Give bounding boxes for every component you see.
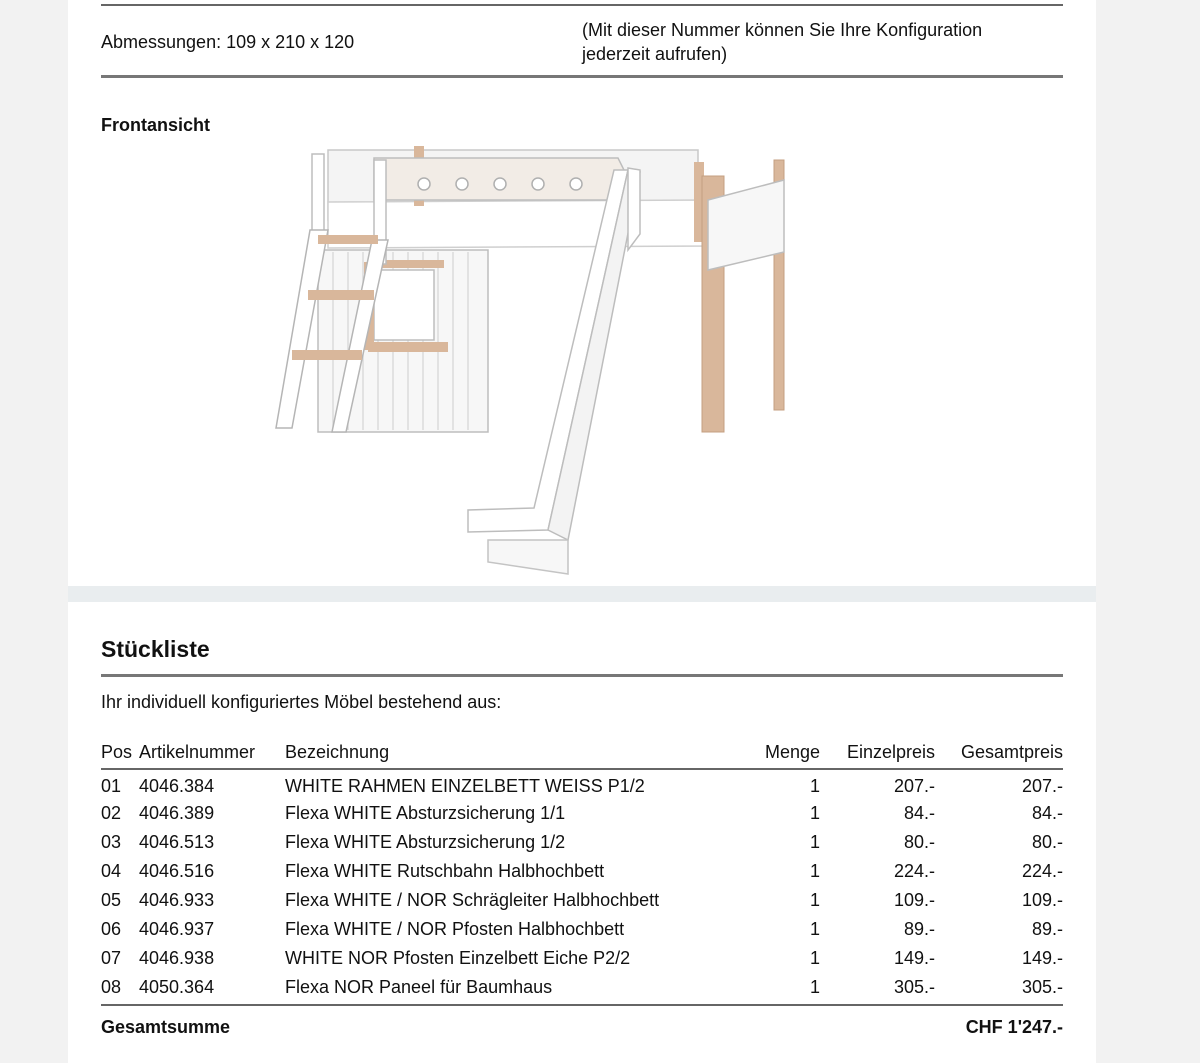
row-name: Flexa WHITE / NOR Schrägleiter Halbhochbett <box>285 890 660 910</box>
row-total-price: 305.- <box>1021 977 1063 997</box>
row-qty: 1 <box>809 948 820 968</box>
row-name: Flexa NOR Paneel für Baumhaus <box>285 977 553 997</box>
header-divider <box>101 75 1063 78</box>
row-name: WHITE RAHMEN EINZELBETT WEISS P1/2 <box>285 775 645 796</box>
row-qty: 1 <box>809 977 820 997</box>
top-divider <box>101 4 1063 6</box>
slide-end <box>488 540 568 574</box>
row-total-price: 89.- <box>1031 919 1063 939</box>
document-page <box>68 0 1096 1063</box>
row-pos: 03 <box>101 832 122 852</box>
table-row <box>101 973 1063 1002</box>
ladder-rung-2 <box>292 350 362 360</box>
row-article: 4046.938 <box>139 948 215 968</box>
table-row <box>101 915 1063 944</box>
parts-list-title: Stückliste <box>101 636 210 662</box>
row-name: Flexa WHITE Rutschbahn Halbhochbett <box>285 861 605 881</box>
col-unit-price: Einzelpreis <box>820 737 935 769</box>
bed-front-view-image <box>188 140 798 580</box>
col-article: Artikelnummer <box>139 737 285 769</box>
row-qty: 1 <box>809 832 820 852</box>
parts-table <box>101 737 1063 1002</box>
row-name: Flexa WHITE Absturzsicherung 1/1 <box>285 803 566 823</box>
config-note: (Mit dieser Nummer können Sie Ihre Konfiguration jederzeit aufrufen) <box>582 20 983 64</box>
col-qty: Menge <box>750 737 820 769</box>
row-pos: 07 <box>101 948 122 968</box>
window-sill <box>368 342 448 352</box>
row-article: 4046.384 <box>139 775 215 796</box>
row-unit-price: 305.- <box>893 977 935 997</box>
row-total-price: 224.- <box>1021 861 1063 881</box>
parts-title-divider <box>101 674 1063 677</box>
row-qty: 1 <box>809 803 820 823</box>
table-row <box>101 769 1063 799</box>
row-qty: 1 <box>809 775 820 796</box>
parts-table-header <box>101 737 1063 769</box>
row-unit-price: 224.- <box>893 861 935 881</box>
row-unit-price: 109.- <box>893 890 935 910</box>
table-row <box>101 886 1063 915</box>
grand-total-value: CHF 1'247.- <box>965 1017 1063 1037</box>
section-band <box>68 586 1096 602</box>
table-row <box>101 799 1063 828</box>
table-row <box>101 944 1063 973</box>
row-unit-price: 84.- <box>903 803 935 823</box>
row-pos: 01 <box>101 775 122 796</box>
row-unit-price: 89.- <box>903 919 935 939</box>
table-row <box>101 828 1063 857</box>
row-article: 4050.364 <box>139 977 215 997</box>
row-total-price: 80.- <box>1031 832 1063 852</box>
row-article: 4046.513 <box>139 832 215 852</box>
front-view-title: Frontansicht <box>101 115 211 135</box>
ladder-rung-top <box>318 235 378 244</box>
row-unit-price: 149.- <box>893 948 935 968</box>
row-pos: 02 <box>101 803 122 823</box>
row-article: 4046.389 <box>139 803 215 823</box>
row-pos: 06 <box>101 919 122 939</box>
row-total-price: 149.- <box>1021 948 1063 968</box>
row-qty: 1 <box>809 919 820 939</box>
parts-intro: Ihr individuell konfiguriertes Möbel bestehend aus: <box>101 692 502 712</box>
ladder-rung-1 <box>308 290 374 300</box>
col-total-price: Gesamtpreis <box>935 737 1063 769</box>
row-article: 4046.937 <box>139 919 215 939</box>
row-name: WHITE NOR Pfosten Einzelbett Eiche P2/2 <box>285 948 631 968</box>
row-pos: 08 <box>101 977 122 997</box>
row-pos: 04 <box>101 861 122 881</box>
dimensions-text: Abmessungen: 109 x 210 x 120 <box>101 32 355 52</box>
row-total-price: 207.- <box>1021 775 1063 796</box>
col-name: Bezeichnung <box>285 737 750 769</box>
row-name: Flexa WHITE / NOR Pfosten Halbhochbett <box>285 919 625 939</box>
row-total-price: 84.- <box>1031 803 1063 823</box>
col-pos: Pos <box>101 737 139 769</box>
row-qty: 1 <box>809 890 820 910</box>
row-article: 4046.516 <box>139 861 215 881</box>
table-bottom-divider <box>101 1004 1063 1006</box>
row-unit-price: 80.- <box>903 832 935 852</box>
grand-total-label: Gesamtsumme <box>101 1017 231 1037</box>
row-total-price: 109.- <box>1021 890 1063 910</box>
house-window <box>374 270 434 340</box>
row-pos: 05 <box>101 890 122 910</box>
table-row <box>101 857 1063 886</box>
row-qty: 1 <box>809 861 820 881</box>
row-name: Flexa WHITE Absturzsicherung 1/2 <box>285 832 566 852</box>
row-article: 4046.933 <box>139 890 215 910</box>
row-unit-price: 207.- <box>893 775 935 796</box>
